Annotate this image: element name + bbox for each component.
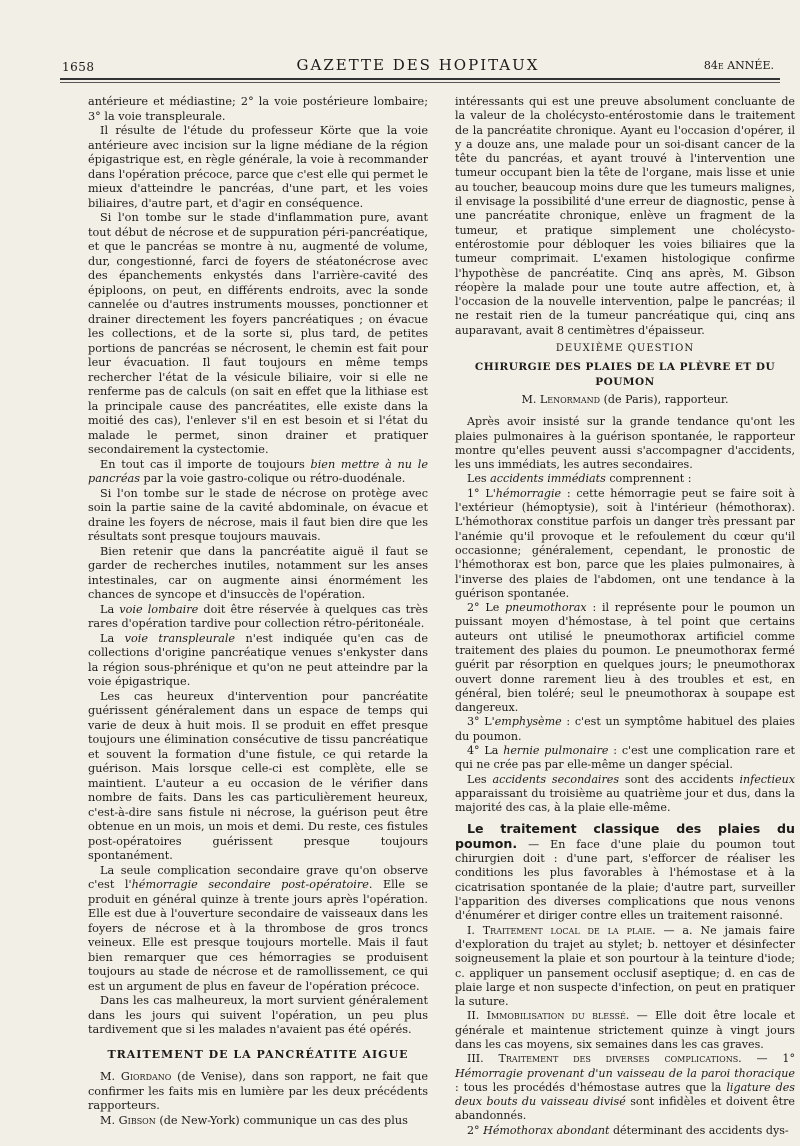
italic-run: emphysème — [494, 715, 562, 729]
paragraph: antérieure et médiastine; 2° la voie postérieure lombaire; 3° la voie transpleurale. — [88, 95, 428, 123]
paragraph: Bien retenir que dans la pancréatite aiguë il faut se garder de recherches inutiles, notamment sur les anses intestinales, car on augmente ainsi énormément les chances de syncope et d'insuccès de l'opération. — [88, 544, 428, 601]
text-run: La — [100, 631, 125, 645]
paragraph — [455, 744, 795, 773]
text-run: n'est indiquée qu'en cas de collections d'origine pancréatique venues s'enkyster dans la région sous-phrénique et qu'on ne peut atteindre par la voie épigastrique. — [88, 631, 428, 688]
italic-run: hémorragie secondaire post-opératoire — [131, 878, 369, 891]
text-run: 1° L' — [467, 486, 496, 500]
text-run: sont des accidents — [619, 772, 740, 786]
text-run: apparaissant du troisième au quatrième jour et dus, dans la majorité des cas, à la plaie elle-même. — [455, 786, 795, 815]
bold-heading-run: Le traitement classique des plaies du poumon. — [455, 820, 795, 851]
section-title: TRAITEMENT DE LA PANCRÉATITE AIGUE — [107, 1047, 409, 1061]
text-run: : tous les procédés d'hémostase autres que la — [455, 1080, 727, 1094]
paragraph — [88, 603, 428, 632]
rapporteur-line — [455, 393, 795, 407]
italic-run: infectieux — [739, 772, 795, 786]
paragraph: Après avoir insisté sur la grande tendance qu'ont les plaies pulmonaires à la guérison spontanée, le rapporteur montre qu'elles peuvent aussi s'accompagner d'accidents, les uns immédiats, les autres secondaires. — [455, 415, 795, 472]
italic-run: hernie pulmonaire — [503, 744, 609, 758]
text-run: — En face d'une plaie du poumon tout chirurgien doit : d'une part, s'efforcer de réaliser les conditions les plus favorables à l'hémostase et à la cicatrisation spontanée de la plaie; d'autre part, surveiller l'apparition des diverses complications que nous venons d'énumérer et diriger contre elles un traitement raisonné. — [455, 837, 795, 923]
author-name: M. Lenormand — [521, 392, 601, 406]
italic-run: ligature des deux bouts du vaisseau divisé — [455, 1080, 795, 1109]
text-run: . Elle se produit en général quinze à trente jours après l'opération. Elle est due à l'ouverture secondaire de vaisseaux dans les foyers de nécrose et à la thrombose de gros troncs veineux. Elle est presque toujours mortelle. Mais il faut bien remarquer que ces hémorragies se produisent toujours au stade de nécrose et de ramollissement, ce qui est un argument de plus en faveur de l'opération précoce. — [88, 878, 428, 993]
smallcaps-run: III. Traitement des diverses complications. — [467, 1052, 742, 1066]
text-run: Les — [467, 772, 493, 786]
paragraph — [455, 1052, 795, 1123]
text-run: La — [100, 602, 120, 616]
paragraph — [88, 1114, 428, 1129]
page-header — [62, 56, 774, 78]
text-run: 2° — [467, 1123, 484, 1137]
paragraph: Les cas heureux d'intervention pour pancréatite guérissent généralement dans un espace de temps qui varie de deux à huit mois. Il se produit en effet presque toujours une élimination consécutive de tissu pancréatique et souvent la formation d'une fistule, ce qui retarde la guérison. Mais lorsque celle-ci est complète, elle se maintient. L'auteur a eu occasion de le vérifier dans nombre de faits. Dans les cas particulièrement heureux, c'est-à-dire sans fistule ni nécrose, la guérison peut être obtenue en un mois, un mois et demi. Du reste, ces fistules post-opératoires guérissent presque toujours spontanément. — [88, 689, 428, 862]
text-run: : c'est une complication rare et qui ne crée pas par elle-même un danger spécial. — [455, 744, 796, 772]
paragraph: intéressants qui est une preuve absolument concluante de la valeur de la cholécysto-entérostomie dans le traitement de la pancréatite chronique. Ayant eu l'occasion d'opérer, il y a douze ans, une malade pour un soi-disant cancer de la tête du pancréas, et ayant trouvé à l'intervention une tumeur occupant bien la tête de l'organe, mais lisse et unie au toucher, beaucoup moins dure que les tumeurs malignes, il envisage la possibilité d'une erreur de diagnostic, pense à une pancréatite chronique, enlève un fragment de la tumeur, et pratique simplement une cholécysto-entérostomie pour débloquer les voies biliaires que la tumeur comprimait. L'examen histologique confirme l'hypothèse de pancréatite. Cinq ans après, M. Gibson réopère la malade pour une toute autre affection, et, à l'occasion de la nouvelle intervention, palpe le pancréas; il ne restait rien de la tumeur pancréatique qui, cinq ans auparavant, avait 8 centimètres d'épaisseur. — [455, 95, 795, 337]
paragraph — [88, 632, 428, 690]
text-run: — 1° — [741, 1052, 795, 1066]
text-run: déterminant des accidents dys- — [609, 1123, 789, 1137]
journal-title: GAZETTE DES HOPITAUX — [296, 56, 540, 74]
text-run: comprennent : — [605, 472, 692, 486]
text-run: : c'est un symptôme habituel des plaies du poumon. — [455, 715, 795, 743]
smallcaps-run: II. Immobilisation du blessé. — [467, 1009, 630, 1023]
italic-run: pneumothorax — [505, 601, 587, 615]
italic-run: hémorragie — [495, 486, 562, 500]
italic-run: accidents immédiats — [490, 472, 606, 486]
text-run: (de New-York) communique un cas des plus — [155, 1113, 408, 1127]
italic-run: accidents secondaires — [492, 772, 620, 786]
paragraph: Il résulte de l'étude du professeur Körte que la voie antérieure avec incision sur la ligne médiane de la région épigastrique est, en règle générale, la voie à recommander dans l'opération précoce, parce que c'est elle qui permet le mieux d'atteindre le pancréas, d'une part, et les voies biliaires, d'autre part, et d'agir en conséquence. — [88, 124, 428, 210]
smallcaps-run: I. Traitement local de la plaie. — [467, 923, 656, 937]
paragraph — [455, 1124, 795, 1138]
text-run: En tout cas il importe de toujours — [100, 457, 311, 471]
author-name: M. Giordano — [100, 1070, 172, 1083]
paragraph: Dans les cas malheureux, la mort survient généralement dans les jours qui suivent l'opération, un peu plus tardivement que si les malades n'avaient pas été opérés. — [88, 994, 428, 1036]
text-run: (de Paris), rapporteur. — [600, 392, 729, 406]
question-label: DEUXIÈME QUESTION — [555, 343, 695, 355]
text-run: La seule complication secondaire grave qu'on observe c'est l' — [88, 863, 428, 891]
paragraph — [455, 822, 795, 924]
paragraph: Si l'on tombe sur le stade de nécrose on protège avec soin la partie saine de la cavité abdominale, on évacue et draine les foyers de nécrose, mais il faut bien dire que les résultats sont presque toujours mauvais. — [88, 486, 428, 543]
right-column — [455, 95, 795, 1138]
paragraph — [88, 1070, 428, 1114]
header-rule-thick — [60, 78, 780, 80]
text-run: Les — [467, 472, 491, 486]
text-run: doit être réservée à quelques cas très rares d'opération tardive pour collection rétro-péritonéale. — [88, 602, 428, 630]
header-rule-thin — [60, 82, 780, 83]
text-run: 4° La — [467, 744, 504, 758]
paragraph — [455, 773, 795, 816]
text-run: (de Venise), dans son rapport, ne fait que confirmer les faits mis en lumière par les deux précédents rapporteurs. — [88, 1070, 428, 1112]
text-run: sont infidèles et doivent être abandonnés. — [455, 1095, 795, 1123]
paragraph — [455, 472, 795, 486]
text-run: : cette hémorragie peut se faire soit à l'extérieur (hémoptysie), soit à l'intérieur (hémothorax). L'hémothorax constitue parfois un danger très pressant par l'anémie qu'il provoque et le refoulement du cœur qu'il occasionne; généralement, cependant, le pronostic de l'hémothorax est bon, parce que les plaies pulmonaires, à l'inverse des plaies de l'abdomen, ont une tendance à la guérison spontanée. — [455, 486, 795, 600]
paragraph — [88, 458, 428, 487]
text-run: — a. Ne jamais faire d'exploration du trajet au stylet; b. nettoyer et désinfecter soigneusement la plaie et son pourtour à la teinture d'iode; c. appliquer un pansement occlusif aseptique; d. en cas de plaie large et non suspecte d'infection, on peut en pratiquer la suture. — [455, 923, 795, 1009]
page-number: 1658 — [62, 60, 95, 74]
paragraph — [455, 601, 795, 715]
text-run: — Elle doit être locale et générale et maintenue strictement quinze à vingt jours dans les cas moyens, six semaines dans les cas graves. — [455, 1009, 795, 1051]
paragraph — [455, 1009, 795, 1052]
paragraph — [455, 715, 795, 744]
text-run: : il représente pour le poumon un puissant moyen d'hémostase, à tel point que certains auteurs ont utilisé le pneumothorax artificiel comme traitement des plaies du poumon. Le pneumothorax fermé guérit par résorption en quelques jours; le pneumothorax ouvert donne rarement lieu à des troubles et est, en général, bien toléré; seul le pneumothorax à soupape est dangereux. — [455, 601, 795, 715]
italic-run: voie transpleurale — [124, 631, 236, 645]
year-label: 84e ANNÉE. — [703, 59, 774, 72]
paragraph — [455, 487, 795, 601]
paragraph: Si l'on tombe sur le stade d'inflammation pure, avant tout début de nécrose et de suppuration péri-pancréatique, et que le pancréas se montre à nu, augmenté de volume, dur, congestionné, farci de foyers de stéatonécrose avec des épanchements enkystés dans l'arrière-cavité des épiploons, on peut, en différents endroits, avec la sonde cannelée ou d'autres instruments mousses, ponctionner et drainer directement les foyers pancréatiques ; on évacue les collections, et de la sorte si, plus tard, de petites portions de pancréas se nécrosent, le chemin est fait pour leur évacuation. Il faut toujours en même temps rechercher l'état de la vésicule biliaire, voir si elle ne renferme pas de calculs (on sait en effet que la lithiase est la principale cause des pancréatites, elle existe dans la moitié des cas), l'enlever s'il en est besoin et si l'état du malade le permet, sinon drainer et pratiquer secondairement la cystectomie. — [88, 211, 428, 456]
paragraph — [455, 924, 795, 1010]
question-title: CHIRURGIE DES PLAIES DE LA PLÈVRE ET DU POUMON — [474, 361, 776, 388]
paragraph — [88, 864, 428, 995]
text-run: 2° Le — [467, 601, 506, 615]
italic-run: bien mettre à nu le pancréas — [88, 457, 428, 485]
italic-run: voie lombaire — [119, 602, 199, 616]
text-run: 3° L' — [467, 715, 495, 729]
italic-run: Hémothorax abondant — [483, 1123, 610, 1137]
author-name: M. Gibson — [100, 1113, 156, 1127]
text-run: par la voie gastro-colique ou rétro-duodénale. — [139, 472, 406, 485]
italic-run: Hémorragie provenant d'un vaisseau de la paroi thoracique — [455, 1066, 795, 1080]
left-column — [88, 95, 428, 1128]
